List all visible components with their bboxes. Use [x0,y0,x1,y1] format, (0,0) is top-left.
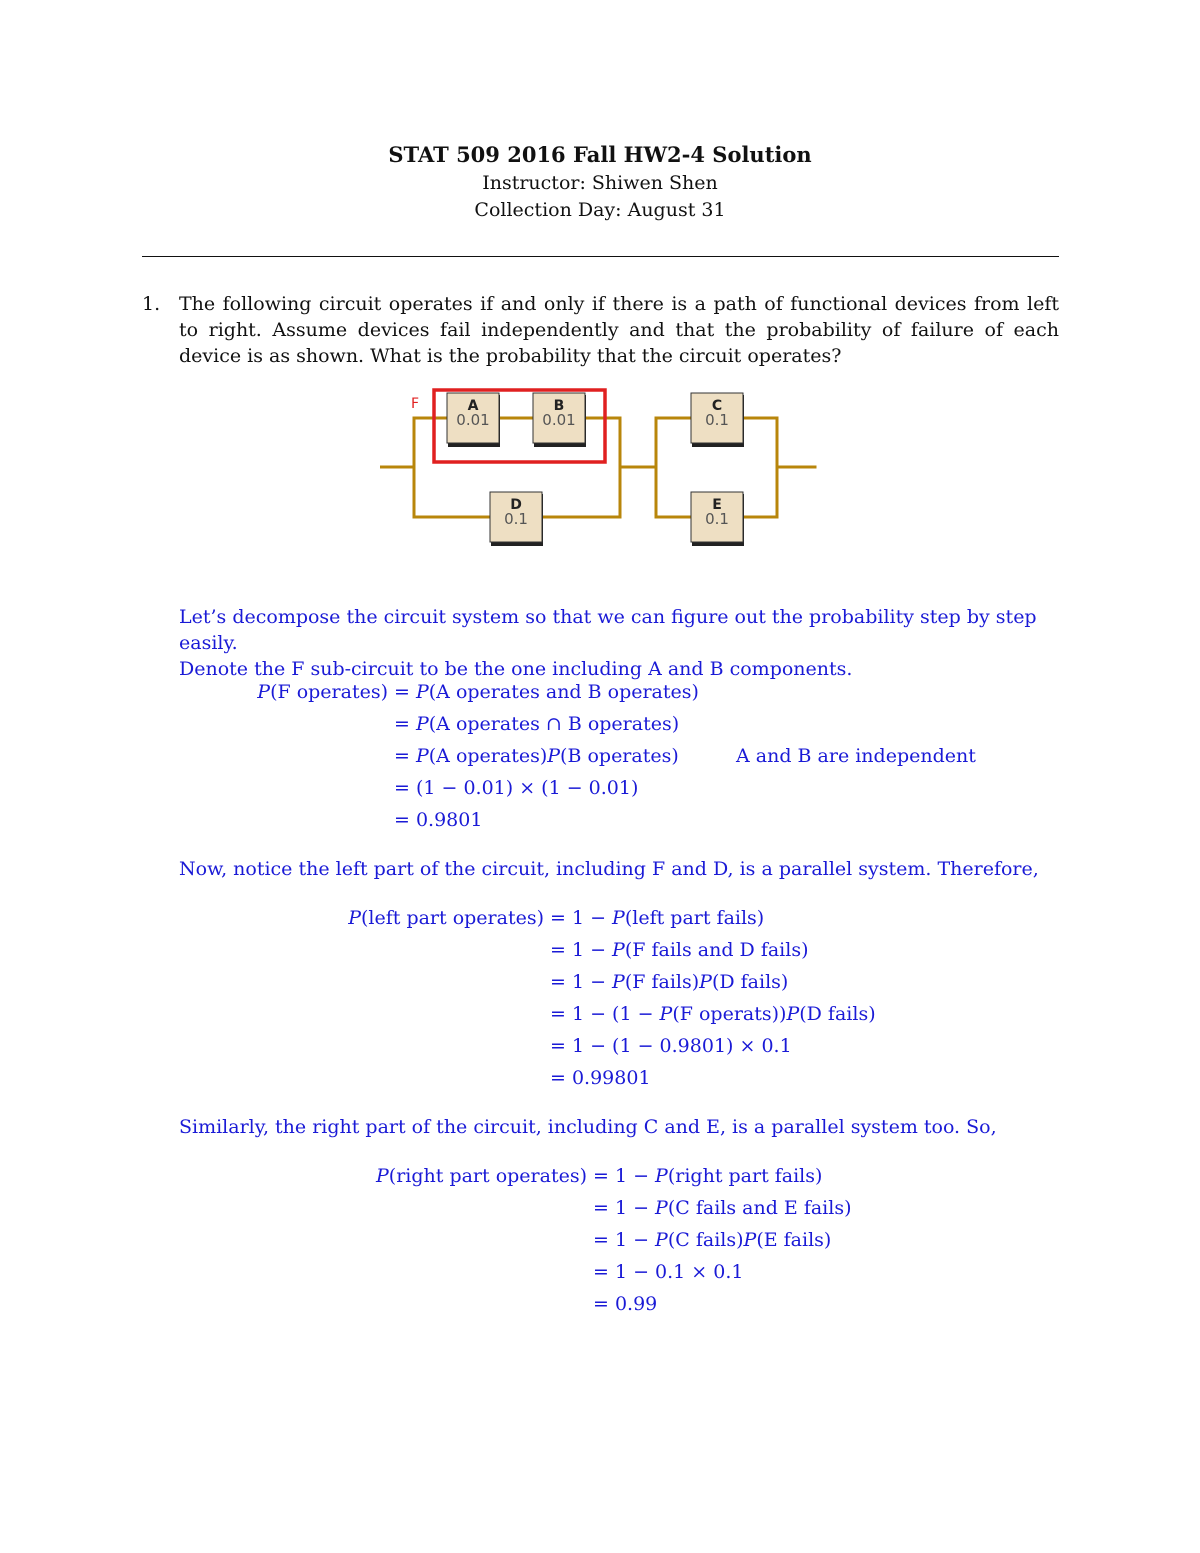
group-f-label: F [411,396,420,412]
equation-rhs: = 1 − (1 − P(F operats))P(D fails) [550,1003,876,1025]
document-title: STAT 509 2016 Fall HW2-4 Solution [388,142,812,167]
intro-line-1: Let’s decompose the circuit system so that we can figure out the probability step by step easily. [179,606,1037,654]
equation-lhs: P(left part operates) [348,907,544,929]
equation-rhs: = 1 − 0.1 × 0.1 [593,1261,744,1283]
equation-rhs: = (1 − 0.01) × (1 − 0.01) [394,777,639,799]
instructor-line: Instructor: Shiwen Shen [482,172,718,194]
equation-rhs: = 1 − P(F fails)P(D fails) [550,971,789,993]
device-label: D [510,497,522,513]
device-label: B [553,398,565,414]
circuit-wires [380,418,815,517]
equation-note: A and B are independent [736,745,976,767]
equation-rhs: = 0.9801 [394,809,483,831]
device-failure-probability: 0.1 [705,510,729,528]
device-a [447,393,500,447]
equation-rhs: = P(A operates ∩ B operates) [394,713,680,735]
problem-statement [142,291,1059,369]
problem-text: The following circuit operates if and only if there is a path of functional devices from left to right. Assume devices fail independently and that the probability of failure of each device is as shown. What is the probability that the circuit operates? [179,293,1059,367]
equation-rhs: = 1 − P(left part fails) [550,907,765,929]
device-label: E [712,497,722,513]
device-b [533,393,586,447]
equation-rhs: = 0.99 [593,1293,658,1315]
device-label: C [711,398,723,414]
header-divider [142,256,1059,257]
intro-line-2: Denote the F sub-circuit to be the one including A and B components. [179,658,853,680]
paragraph-left-part: Now, notice the left part of the circuit, including F and D, is a parallel system. Therefore, [179,858,1039,880]
equation-rhs: = 1 − P(C fails)P(E fails) [593,1229,832,1251]
paragraph-right-part: Similarly, the right part of the circuit, including C and E, is a parallel system too. So, [179,1116,997,1138]
document-header [0,140,1200,224]
device-e [691,492,744,546]
device-d [490,492,543,546]
device-failure-probability: 0.1 [705,411,729,429]
equation-rhs: = 1 − (1 − 0.9801) × 0.1 [550,1035,792,1057]
device-failure-probability: 0.01 [456,411,490,429]
intro-paragraph [179,604,1069,682]
equation-rhs: = 0.99801 [550,1067,651,1089]
problem-number: 1. [142,293,161,315]
equation-rhs: = P(A operates and B operates) [394,681,699,703]
circuit-diagram [380,385,820,550]
device-c [691,393,744,447]
collection-day-line: Collection Day: August 31 [474,199,726,221]
equation-rhs: = 1 − P(F fails and D fails) [550,939,809,961]
equation-lhs: P(F operates) [257,681,388,703]
device-failure-probability: 0.01 [542,411,576,429]
device-failure-probability: 0.1 [504,510,528,528]
equation-rhs: = 1 − P(right part fails) [593,1165,823,1187]
device-label: A [467,398,479,414]
equation-rhs: = P(A operates)P(B operates) [394,745,679,767]
device-boxes [447,393,744,546]
equation-rhs: = 1 − P(C fails and E fails) [593,1197,852,1219]
equation-lhs: P(right part operates) [376,1165,587,1187]
